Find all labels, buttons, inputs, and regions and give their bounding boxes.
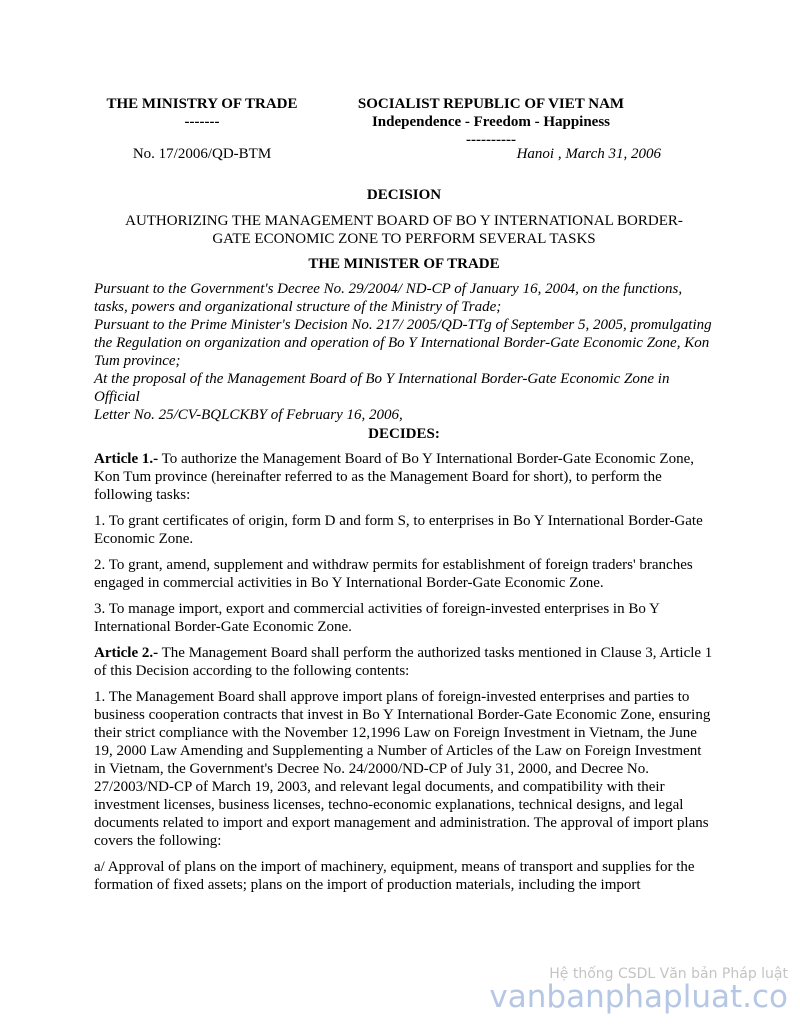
header-row-2 (94, 113, 714, 131)
article-1-text: To authorize the Management Board of Bo Y International Border-Gate Economic Zone, Kon Tum province (hereinafter referred to as the Management Board for short), to perform the following tasks: (94, 451, 694, 503)
number-date-row (94, 145, 714, 163)
article-2-text: The Management Board shall perform the authorized tasks mentioned in Clause 3, Article 1 of this Decision according to the following contents: (94, 645, 713, 679)
document-page (94, 95, 714, 894)
article-2 (94, 644, 714, 680)
decides-title: DECIDES: (368, 426, 440, 442)
ministry-name: THE MINISTRY OF TRADE (106, 96, 298, 112)
decision-title: DECISION (366, 187, 442, 203)
article-1-item: 3. To manage import, export and commercial activities of foreign-invested enterprises in Bo Y International Border-Gate Economic Zone. (94, 601, 660, 635)
minister-title: THE MINISTER OF TRADE (308, 256, 500, 272)
subject-line-1: AUTHORIZING THE MANAGEMENT BOARD OF BO Y INTERNATIONAL BORDER- (125, 213, 683, 229)
article-1-item: 2. To grant, amend, supplement and withdraw permits for establishment of foreign traders' branches engaged in commercial activities in Bo Y International Border-Gate Economic Zone. (94, 557, 693, 591)
watermark-caption: Hệ thống CSDL Văn bản Pháp luật (549, 966, 788, 982)
national-motto: Independence - Freedom - Happiness (371, 114, 611, 130)
article-1-label: Article 1.- (94, 451, 159, 467)
subject-line-2: GATE ECONOMIC ZONE TO PERFORM SEVERAL TASKS (212, 231, 596, 247)
pursuant-clause: At the proposal of the Management Board of Bo Y International Border-Gate Economic Zone in Official (94, 371, 670, 405)
article-2-item: a/ Approval of plans on the import of machinery, equipment, means of transport and supplies for the formation of fixed assets; plans on the import of production materials, including the import (94, 859, 695, 893)
ministry-dash: ------- (184, 114, 220, 130)
watermark-site: vanbanphapluat.co (489, 979, 788, 1015)
article-2-label: Article 2.- (94, 645, 159, 661)
pursuant-clauses (94, 280, 714, 424)
country-name: SOCIALIST REPUBLIC OF VIET NAM (357, 96, 625, 112)
article-2-item: 1. The Management Board shall approve import plans of foreign-invested enterprises and parties to business cooperation contracts that invest in Bo Y International Border-Gate Economic Zone, ensuring their strict compliance with the November 12,1996 Law on Foreign Investment in Vietnam, the June 19, 2000 Law Amending and Supplementing a Number of Articles of the Law on Foreign Investment in Vietnam, the Government's Decree No. 24/2000/ND-CP of July 31, 2000, and Decree No. 27/2003/ND-CP of March 19, 2003, and relevant legal documents, and compatibility with their investment licenses, business licenses, techno-economic explanations, technical designs, and legal documents related to import and export management and administration. The approval of import plans covers the following: (94, 689, 711, 849)
pursuant-clause: Pursuant to the Government's Decree No. 29/2004/ ND-CP of January 16, 2004, on the functions, tasks, powers and organizational structure of the Ministry of Trade; (94, 281, 683, 315)
place-date: Hanoi , March 31, 2006 (516, 146, 661, 162)
article-1-item: 1. To grant certificates of origin, form D and form S, to enterprises in Bo Y International Border-Gate Economic Zone. (94, 513, 703, 547)
pursuant-clause: Pursuant to the Prime Minister's Decision No. 217/ 2005/QD-TTg of September 5, 2005, promulgating the Regulation on organization and operation of Bo Y International Border-Gate Economic Zone, Kon Tum province; (94, 317, 712, 369)
header-row-1 (94, 95, 714, 113)
article-1 (94, 450, 714, 504)
decision-subject (94, 212, 714, 248)
document-number: No. 17/2006/QD-BTM (132, 146, 272, 162)
pursuant-clause: Letter No. 25/CV-BQLCKBY of February 16, 2006, (94, 407, 403, 423)
motto-dash: ---------- (466, 132, 516, 148)
